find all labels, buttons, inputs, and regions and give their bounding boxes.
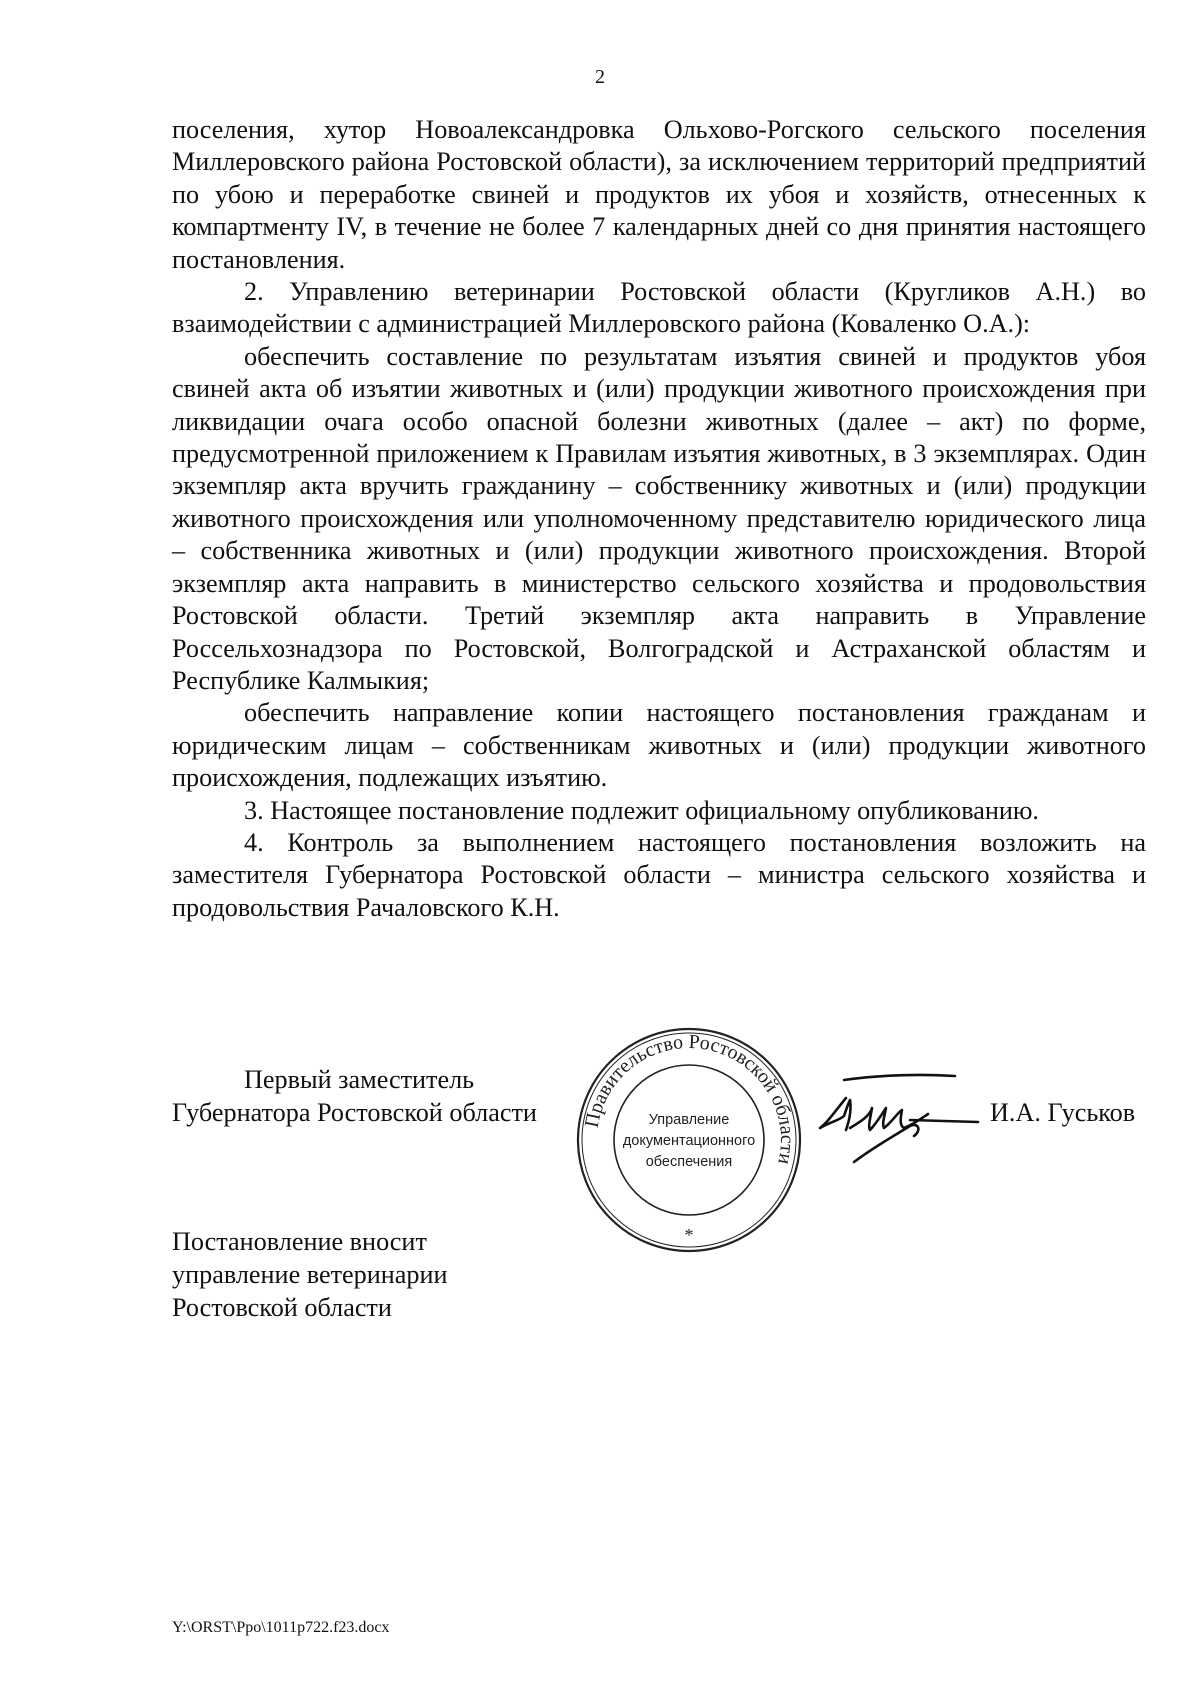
- signer-name: И.А. Гуськов: [990, 1098, 1136, 1127]
- file-path: Y:\ORST\Ppo\1011p722.f23.docx: [172, 1619, 390, 1636]
- submitted-line-1: Постановление вносит: [172, 1227, 427, 1256]
- seal-star: *: [684, 1225, 694, 1245]
- submitted-line-2: управление ветеринарии: [172, 1260, 448, 1289]
- seal-outer-text: Правительство Ростовской области: [580, 1030, 799, 1167]
- document-body: [172, 114, 1146, 924]
- seal-inner-line-1: Управление: [648, 1112, 730, 1128]
- position-line-1: Первый заместитель: [244, 1065, 475, 1094]
- paragraph-6: 4. Контроль за выполнением настоящего постановления возложить на заместителя Губернатора Ростовской области – министра сельского хозяйства и продовольствия Рачаловского К.Н.: [172, 827, 1146, 922]
- page-number: 2: [595, 66, 605, 88]
- handwritten-signature: [810, 1070, 980, 1170]
- official-seal: [572, 1023, 806, 1257]
- paragraph-2: 2. Управлению ветеринарии Ростовской области (Кругликов А.Н.) во взаимодействии с администрацией Миллеровского района (Коваленко О.А.):: [172, 277, 1146, 339]
- paragraph-3: обеспечить составление по результатам изъятия свиней и продуктов убоя свиней акта об изъятии животных и (или) продукции животного происхождения при ликвидации очага особо опасной болезни животных (далее – акт) по форме, предусмотренной приложением к Правилам изъятия животных, в 3 экземплярах. Один экземпляр акта вручить гражданину – собственнику животных и (или) продукции животного происхождения или уполномоченному представителю юридического лица – собственника животных и (или) продукции животного происхождения. Второй экземпляр акта направить в министерство сельского хозяйства и продовольствия Ростовской области. Третий экземпляр акта направить в Управление Россельхознадзора по Ростовской, Волгоградской и Астраханской областям и Республике Калмыкия;: [172, 341, 1146, 695]
- submitted-line-3: Ростовской области: [172, 1293, 392, 1322]
- submitted-by: [172, 1225, 448, 1324]
- seal-inner-line-2: документационного: [622, 1133, 756, 1149]
- paragraph-4: обеспечить направление копии настоящего постановления гражданам и юридическим лицам – собственникам животных и (или) продукции животного происхождения, подлежащих изъятию.: [172, 698, 1146, 793]
- paragraph-1: поселения, хутор Новоалександровка Ольхово-Рогского сельского поселения Миллеровского района Ростовской области), за исключением территорий предприятий по убою и переработке свиней и продуктов их убоя и хозяйств, отнесенных к компартменту IV, в течение не более 7 календарных дней со дня принятия настоящего постановления.: [172, 115, 1146, 274]
- signature-position: [172, 1063, 537, 1129]
- paragraph-5: 3. Настоящее постановление подлежит официальному опубликованию.: [244, 795, 1039, 825]
- seal-inner-line-3: обеспечения: [645, 1154, 733, 1170]
- position-line-2: Губернатора Ростовской области: [172, 1098, 537, 1127]
